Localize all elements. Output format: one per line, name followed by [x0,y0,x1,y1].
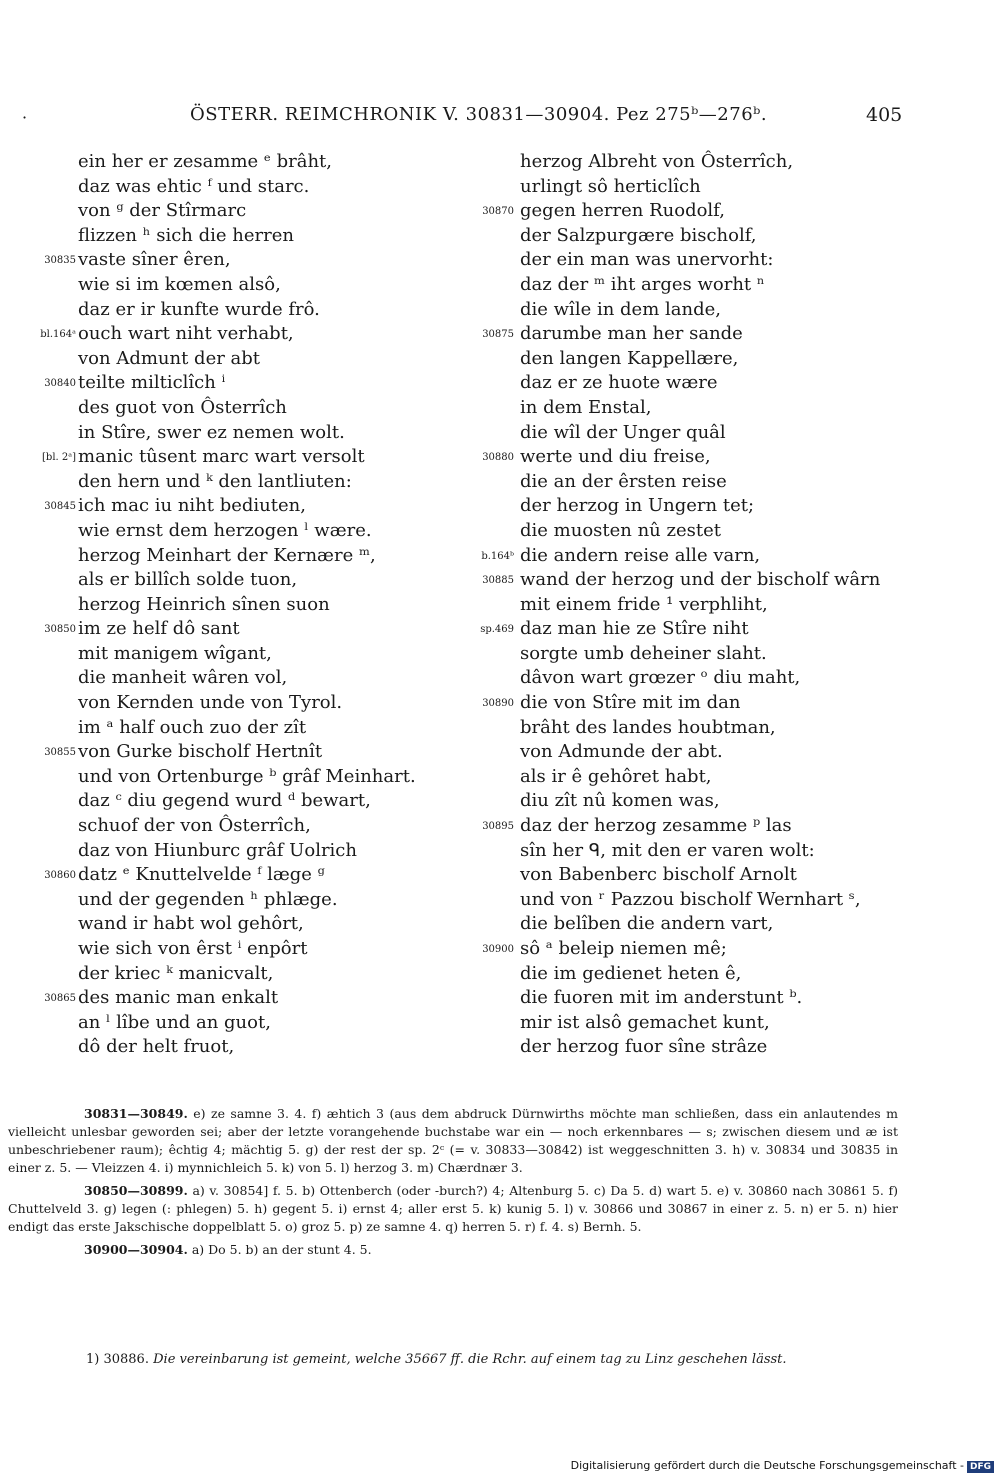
page-number: 405 [866,104,903,126]
verse-text: mit einem fride ¹ verphliht, [520,593,768,615]
line-number: 30845 [44,501,76,513]
verse-text: gegen herren Ruodolf, [520,200,725,222]
verse-line [0,544,480,569]
verse-line [0,248,480,273]
verse-line [0,519,480,544]
verse-line [470,888,990,913]
footnote-number: 1) 30886. [86,1352,149,1367]
verse-text: die im gedienet heten ê, [520,962,742,984]
margin-dot: · [22,108,28,127]
verse-text: von ᵍ der Stîrmarc [78,200,247,222]
verse-line [470,716,990,741]
apparatus-range: 30850—30899. [84,1183,188,1198]
verse-text: von Admunt der abt [78,347,261,369]
line-number: 30835 [44,255,76,267]
verse-line [470,839,990,864]
verse-text: daz ᶜ diu gegend wurd ᵈ bewart, [78,790,371,812]
left-verse-column [0,150,480,1060]
dfg-logo: DFG [967,1461,994,1473]
line-number: 30900 [482,944,514,955]
verse-line [0,298,480,323]
critical-apparatus [8,1105,898,1264]
footnote [86,1352,906,1367]
verse-text: mir ist alsô gemachet kunt, [520,1011,770,1033]
verse-text: daz der ᵐ iht arges worht ⁿ [520,273,765,295]
apparatus-note [8,1241,898,1259]
verse-line [0,642,480,667]
verse-line [0,347,480,372]
verse-line [470,494,990,519]
verse-text: und der gegenden ʰ phlæge. [78,888,338,910]
verse-line [0,593,480,618]
verse-line [470,912,990,937]
line-number: 30870 [482,206,514,218]
verse-text: wie ernst dem herzogen ˡ wære. [78,519,372,541]
verse-line [470,666,990,691]
verse-text: daz er ze huote wære [520,372,718,394]
apparatus-range: 30831—30849. [84,1106,188,1121]
verse-text: als ir ê gehôret habt, [520,765,712,787]
verse-text: der Salzpurgære bischolf, [520,224,757,246]
line-number: 30855 [44,747,76,759]
digitization-credit [571,1459,994,1473]
verse-line [470,421,990,446]
verse-text: wie si im kœmen alsô, [78,273,281,295]
verse-line [0,371,480,396]
verse-line [0,789,480,814]
verse-text: im ze helf dô sant [78,618,240,640]
verse-line [470,298,990,323]
verse-line [470,519,990,544]
verse-line [0,986,480,1011]
verse-line [0,150,480,175]
apparatus-text: a) Do 5. b) an der stunt 4. 5. [191,1242,372,1257]
verse-text: daz er ir kunfte wurde frô. [78,298,320,320]
verse-line [470,544,990,569]
verse-text: sô ᵃ beleip niemen mê; [520,938,727,959]
line-number: 30865 [44,993,76,1005]
verse-line [470,814,990,839]
verse-line [470,470,990,495]
verse-line [470,371,990,396]
verse-text: diu zît nû komen was, [520,790,720,812]
verse-line [0,445,480,470]
line-number: 30860 [44,870,76,882]
verse-text: werte und diu freise, [520,446,711,468]
verse-line [470,322,990,347]
line-number: [bl. 2ᵃ] [42,452,76,464]
verse-text: flizzen ʰ sich die herren [78,224,294,246]
verse-text: den hern und ᵏ den lantliuten: [78,470,352,492]
verse-text: die andern reise alle varn, [520,544,761,566]
verse-text: wie sich von êrst ⁱ enpôrt [78,938,308,959]
verse-text: vaste sîner êren, [78,249,231,271]
verse-line [470,273,990,298]
verse-line [0,617,480,642]
verse-line [0,1035,480,1060]
verse-text: schuof der von Ôsterrîch, [78,815,311,837]
verse-text: die muosten nû zestet [520,519,721,541]
line-number: 30850 [44,624,76,636]
verse-text: die manheit wâren vol, [78,667,288,689]
verse-line [470,150,990,175]
verse-text: wand ir habt wol gehôrt, [78,913,304,935]
apparatus-text: e) ze samne 3. 4. f) æhtich 3 (aus dem abdruck Dürnwirths möchte man schließen, dass ein anlautendes m vielleicht unlesbar geworden sei; aber der letzte vorangehende buchstabe war ein — noch erkennbares — s; zwischen diesem und æ ist unbeschriebener raum); êchtig 4; mächtig 5. g) der rest der sp. 2ᶜ (= v. 30833—30842) ist weggeschnitten 3. h) v. 30834 und 30835 in einer z. 5. — Vleizzen 4. i) mynnichleich 5. k) von 5. l) herzog 3. m) Chærdnær 3. [8,1106,898,1175]
verse-line [0,863,480,888]
apparatus-note [8,1105,898,1177]
verse-text: darumbe man her sande [520,323,743,345]
footnote-text: Die vereinbarung ist gemeint, welche 35667 ff. die Rchr. auf einem tag zu Linz geschehen lässt. [153,1352,787,1367]
verse-text: die wîl der Unger quâl [520,421,726,443]
verse-line [0,224,480,249]
verse-line [470,175,990,200]
verse-line [470,986,990,1011]
verse-line [0,666,480,691]
verse-line [470,937,990,962]
verse-line [470,691,990,716]
verse-line [0,937,480,962]
verse-text: urlingt sô herticlîch [520,175,701,197]
verse-line [0,912,480,937]
verse-text: in dem Enstal, [520,396,652,418]
credit-text: Digitalisierung gefördert durch die Deutsche Forschungsgemeinschaft - [570,1459,964,1472]
verse-text: sorgte umb deheiner slaht. [520,642,767,664]
verse-text: wand der herzog und der bischolf wârn [520,569,881,591]
verse-text: dâvon wart grœzer ᵒ diu maht, [520,667,801,689]
verse-text: in Stîre, swer ez nemen wolt. [78,421,345,443]
verse-text: und von ʳ Pazzou bischolf Wernhart ˢ, [520,888,861,910]
line-number: sp.469 [480,624,514,636]
verse-line [470,863,990,888]
verse-text: sîn her ᑫ, mit den er varen wolt: [520,839,815,861]
verse-text: an ˡ lîbe und an guot, [78,1011,271,1033]
verse-text: herzog Meinhart der Kernære ᵐ, [78,544,376,566]
verse-text: von Gurke bischolf Hertnît [78,741,323,763]
verse-line [470,199,990,224]
verse-text: die belîben die andern vart, [520,913,774,935]
verse-text: von Kernden unde von Tyrol. [78,692,343,714]
verse-line [0,199,480,224]
verse-text: der herzog in Ungern tet; [520,495,755,517]
verse-line [0,494,480,519]
verse-line [0,1011,480,1036]
line-number: bl.164ᵃ [40,329,76,341]
verse-line [0,470,480,495]
verse-text: den langen Kappellære, [520,347,739,369]
verse-text: ouch wart niht verhabt, [78,323,294,345]
line-number: 30885 [482,575,514,587]
verse-line [0,962,480,987]
verse-line [0,765,480,790]
verse-line [0,716,480,741]
running-title: ÖSTERR. REIMCHRONIK V. 30831—30904. Pez 275ᵇ—276ᵇ. [190,104,768,125]
verse-line [0,175,480,200]
verse-line [470,347,990,372]
verse-text: von Babenberc bischolf Arnolt [520,864,797,886]
verse-line [0,839,480,864]
verse-line [0,421,480,446]
verse-text: und von Ortenburge ᵇ grâf Meinhart. [78,765,416,787]
verse-line [0,322,480,347]
verse-text: daz der herzog zesamme ᵖ las [520,815,792,837]
verse-text: herzog Heinrich sînen suon [78,593,330,615]
verse-line [470,593,990,618]
verse-text: manic tûsent marc wart versolt [78,446,365,468]
apparatus-range: 30900—30904. [84,1242,188,1257]
line-number: 30840 [44,378,76,390]
verse-line [470,248,990,273]
verse-text: daz man hie ze Stîre niht [520,618,749,640]
verse-line [470,224,990,249]
verse-line [470,1035,990,1060]
verse-line [0,691,480,716]
verse-text: die an der êrsten reise [520,470,727,492]
verse-line [470,568,990,593]
verse-text: der ein man was unervorht: [520,249,774,271]
verse-line [0,740,480,765]
verse-line [0,273,480,298]
line-number: 30895 [482,821,514,833]
line-number: b.164ᵇ [481,550,514,562]
verse-text: daz was ehtic ᶠ und starc. [78,175,310,197]
verse-text: die fuoren mit im anderstunt ᵇ. [520,987,803,1009]
verse-line [470,396,990,421]
verse-line [0,568,480,593]
page-header [0,104,1000,134]
verse-line [470,445,990,470]
apparatus-note [8,1182,898,1236]
verse-text: herzog Albreht von Ôsterrîch, [520,151,794,172]
verse-line [470,765,990,790]
verse-text: daz von Hiunburc grâf Uolrich [78,839,357,861]
verse-text: ein her er zesamme ᵉ brâht, [78,151,332,172]
verse-line [470,617,990,642]
verse-line [0,396,480,421]
verse-text: der kriec ᵏ manicvalt, [78,962,274,984]
verse-text: teilte milticlîch ⁱ [78,372,226,394]
verse-text: die von Stîre mit im dan [520,692,741,714]
verse-text: des guot von Ôsterrîch [78,396,287,418]
verse-text: im ᵃ half ouch zuo der zît [78,716,307,738]
verse-text: mit manigem wîgant, [78,642,272,664]
line-number: 30875 [482,329,514,341]
verse-text: als er billîch solde tuon, [78,569,298,591]
verse-text: brâht des landes houbtman, [520,716,776,738]
line-number: 30880 [482,452,514,464]
verse-line [470,1011,990,1036]
line-number: 30890 [482,698,514,710]
verse-text: ich mac iu niht bediuten, [78,495,306,517]
verse-text: dô der helt fruot, [78,1036,235,1058]
verse-text: der herzog fuor sîne strâze [520,1036,768,1058]
verse-text: datz ᵉ Knuttelvelde ᶠ læge ᵍ [78,864,325,886]
verse-text: die wîle in dem lande, [520,298,721,320]
apparatus-text: a) v. 30854] f. 5. b) Ottenberch (oder -burch?) 4; Altenburg 5. c) Da 5. d) wart 5. e) v. 30860 nach 30861 5. f) Chuttelveld 3. g) legen (: phlegen) 5. h) gegent 5. i) ernst 4; aller erst 5. k) kunig 5. l) v. 30866 und 30867 in einer z. 5. n) er 5. n) hier endigt das erste Jakschische doppelblatt 5. o) groz 5. p) ze samne 4. q) herren 5. r) f. 4. s) Bernh. 5. [8,1183,898,1234]
verse-line [0,888,480,913]
verse-text: des manic man enkalt [78,987,279,1009]
verse-line [470,740,990,765]
right-verse-column [470,150,990,1060]
verse-line [0,814,480,839]
verse-line [470,962,990,987]
verse-line [470,642,990,667]
verse-text: von Admunde der abt. [520,741,723,763]
verse-line [470,789,990,814]
